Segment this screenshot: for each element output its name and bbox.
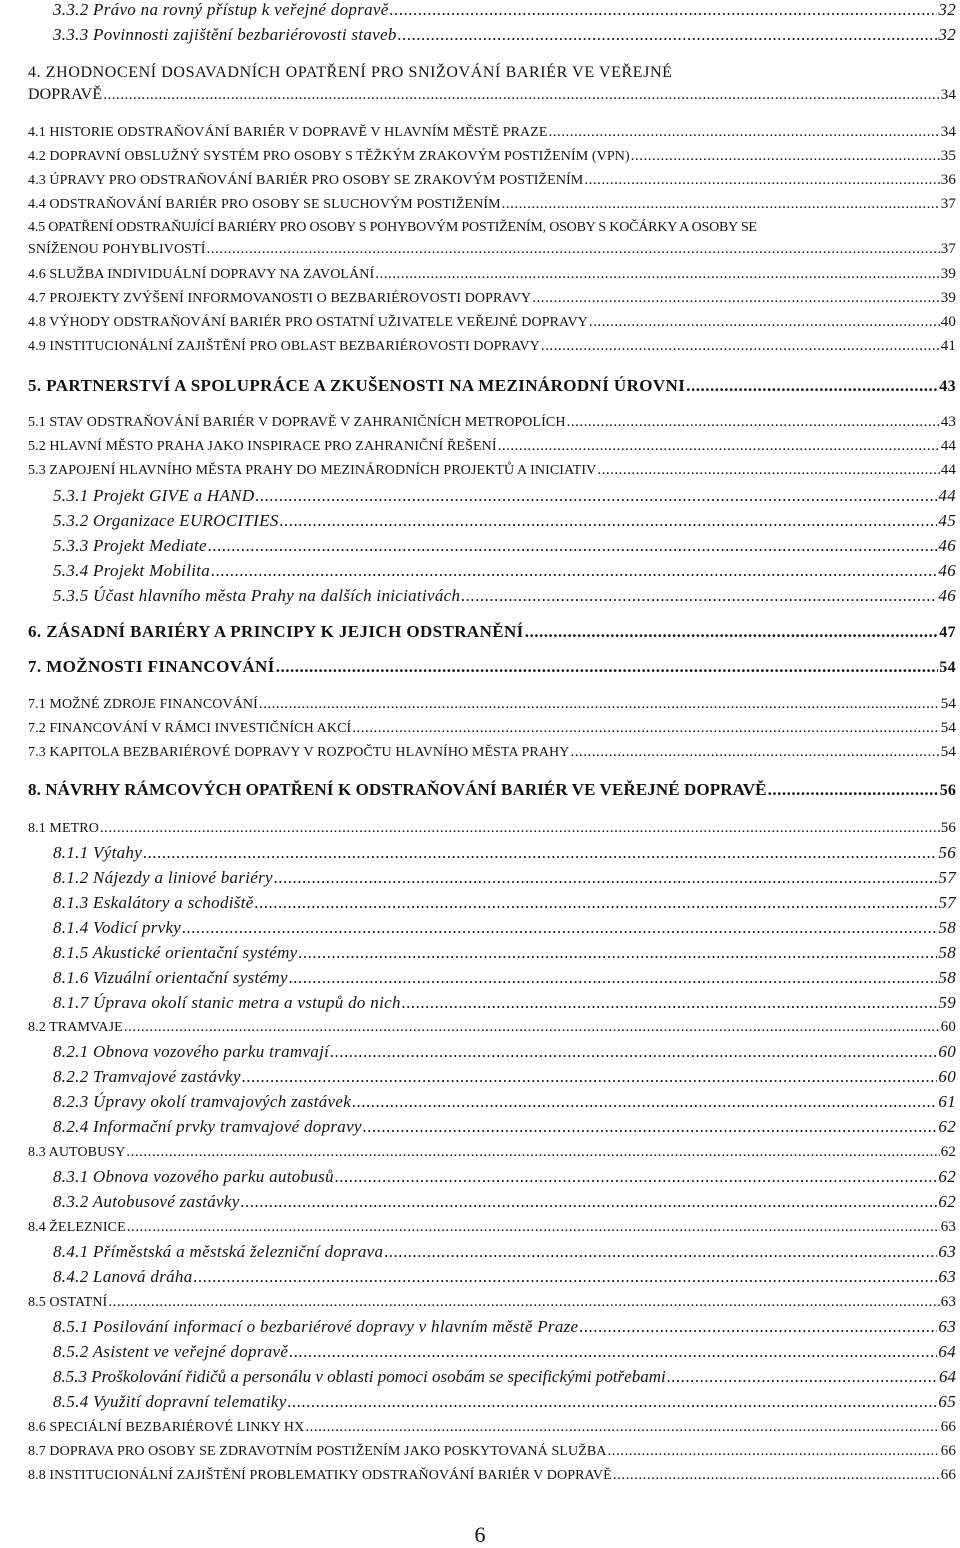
- toc-entry-page: 41: [940, 338, 956, 354]
- toc-entry-title-line1: 4. ZHODNOCENÍ DOSAVADNÍCH OPATŘENÍ PRO SNIŽOVÁNÍ BARIÉR VE VEŘEJNÉ: [28, 64, 673, 81]
- toc-entry-page: 62: [938, 1167, 956, 1186]
- toc-entry-page: 64: [939, 1367, 956, 1386]
- dot-leader: [288, 1392, 938, 1412]
- toc-entry[interactable]: [53, 1067, 956, 1087]
- toc-entry-page: 32: [938, 25, 956, 44]
- toc-entry[interactable]: [28, 124, 956, 141]
- toc-entry-page: 61: [938, 1092, 956, 1111]
- dot-leader: [208, 536, 937, 556]
- dot-leader: [667, 1367, 938, 1387]
- toc-entry-title: 8.4.2 Lanová dráha: [53, 1267, 193, 1286]
- dot-leader: [549, 124, 940, 141]
- dot-leader: [398, 25, 938, 45]
- toc-entry-title: 8.1.4 Vodicí prvky: [53, 918, 182, 937]
- toc-entry-page: 58: [938, 918, 956, 937]
- toc-entry-page: 35: [940, 148, 956, 164]
- toc-entry-page: 44: [938, 486, 956, 505]
- dot-leader: [541, 338, 940, 355]
- dot-leader: [352, 720, 940, 737]
- dot-leader: [289, 1342, 937, 1362]
- dot-leader: [686, 376, 938, 396]
- dot-leader: [194, 1267, 938, 1287]
- dot-leader: [305, 1419, 939, 1436]
- dot-leader: [206, 241, 939, 258]
- toc-entry-title: 7.3 KAPITOLA BEZBARIÉROVÉ DOPRAVY V ROZPOČTU HLAVNÍHO MĚSTA PRAHY: [28, 745, 570, 760]
- toc-entry[interactable]: [53, 868, 956, 888]
- toc-entry[interactable]: [53, 1092, 956, 1112]
- dot-leader: [108, 1294, 939, 1311]
- toc-entry-page: 54: [940, 744, 956, 760]
- toc-entry-title: 4.9 INSTITUCIONÁLNÍ ZAJIŠTĚNÍ PRO OBLAST BEZBARIÉROVOSTI DOPRAVY: [28, 339, 540, 354]
- toc-entry-title: 5.1 STAV ODSTRAŇOVÁNÍ BARIÉR V DOPRAVĚ V ZAHRANIČNÍCH METROPOLÍCH: [28, 415, 566, 430]
- toc-entry-page: 58: [938, 943, 956, 962]
- dot-leader: [579, 1317, 937, 1337]
- toc-entry[interactable]: [28, 696, 956, 713]
- toc-entry[interactable]: [53, 0, 956, 20]
- dot-leader: [597, 462, 939, 479]
- toc-entry-page: 63: [940, 1294, 956, 1310]
- toc-entry-title: 7.2 FINANCOVÁNÍ V RÁMCI INVESTIČNÍCH AKCÍ: [28, 721, 352, 736]
- toc-entry-page: 63: [938, 1242, 956, 1261]
- toc-entry-page: 34: [940, 124, 956, 140]
- toc-entry[interactable]: [53, 486, 956, 506]
- toc-entry-page: 36: [940, 172, 956, 188]
- toc-entry-title: 8.8 INSTITUCIONÁLNÍ ZAJIŠTĚNÍ PROBLEMATIKY ODSTRAŇOVÁNÍ BARIÉR V DOPRAVĚ: [28, 1468, 612, 1483]
- toc-entry-title: 8.5.1 Posilování informací o bezbariérové dopravy v hlavním městě Praze: [53, 1317, 579, 1336]
- toc-entry[interactable]: [28, 820, 956, 837]
- toc-entry-title: 8.2.3 Úpravy okolí tramvajových zastávek: [53, 1092, 352, 1111]
- toc-entry[interactable]: [28, 148, 956, 165]
- toc-entry[interactable]: [28, 86, 956, 104]
- dot-leader: [335, 1167, 938, 1187]
- toc-entry-page: 58: [938, 968, 956, 987]
- toc-entry-page: 43: [940, 414, 956, 430]
- dot-leader: [211, 561, 937, 581]
- toc-entry-page: 62: [938, 1192, 956, 1211]
- dot-leader: [241, 1192, 938, 1212]
- toc-entry-title: 7. MOŽNOSTI FINANCOVÁNÍ: [28, 657, 275, 676]
- toc-entry[interactable]: [28, 172, 956, 189]
- toc-entry-page: 54: [940, 720, 956, 736]
- toc-chapter[interactable]: [28, 376, 956, 396]
- toc-entry-title: 4.8 VÝHODY ODSTRAŇOVÁNÍ BARIÉR PRO OSTATNÍ UŽIVATELE VEŘEJNÉ DOPRAVY: [28, 315, 588, 330]
- toc-entry-title: 8.2.4 Informační prvky tramvajové dopravy: [53, 1117, 362, 1136]
- toc-entry[interactable]: [53, 943, 956, 963]
- toc-entry-page: 66: [940, 1443, 956, 1459]
- toc-entry[interactable]: [28, 1294, 956, 1311]
- toc-entry-page: 44: [940, 462, 956, 478]
- toc-entry-page: 56: [940, 820, 956, 836]
- toc-entry-page: 32: [938, 0, 956, 19]
- toc-entry-title: 5.2 HLAVNÍ MĚSTO PRAHA JAKO INSPIRACE PRO ZAHRANIČNÍ ŘEŠENÍ: [28, 439, 497, 454]
- toc-entry-page: 64: [938, 1342, 956, 1361]
- dot-leader: [259, 696, 940, 713]
- toc-entry-page: 57: [938, 893, 956, 912]
- toc-entry-title: 8.6 SPECIÁLNÍ BEZBARIÉROVÉ LINKY HX: [28, 1420, 305, 1435]
- toc-entry-title: 5.3.1 Projekt GIVE a HAND: [53, 486, 255, 505]
- toc-chapter[interactable]: [28, 622, 956, 642]
- toc-entry-title: 5.3.3 Projekt Mediate: [53, 536, 207, 555]
- toc-entry-page: 66: [940, 1419, 956, 1435]
- toc-entry-title: 8.5.4 Využití dopravní telematiky: [53, 1392, 287, 1411]
- toc-entry-title: 4.3 ÚPRAVY PRO ODSTRAŇOVÁNÍ BARIÉR PRO OSOBY SE ZRAKOVÝM POSTIŽENÍM: [28, 173, 584, 188]
- dot-leader: [280, 511, 938, 531]
- toc-entry-page: 37: [940, 196, 956, 212]
- toc-entry[interactable]: [28, 290, 956, 307]
- toc-entry[interactable]: [53, 1367, 956, 1387]
- toc-entry[interactable]: [53, 511, 956, 531]
- page-number: 6: [474, 1522, 486, 1547]
- toc-entry-page: 60: [940, 1019, 956, 1035]
- toc-entry[interactable]: [28, 1144, 956, 1161]
- dot-leader: [127, 1219, 940, 1236]
- toc-entry-title: 5.3.2 Organizace EUROCITIES: [53, 511, 279, 530]
- toc-entry-page: 43: [939, 378, 956, 395]
- toc-entry[interactable]: [53, 1167, 956, 1187]
- toc-entry-title: 8.1.1 Výtahy: [53, 843, 143, 862]
- toc-entry-title: 8.2 TRAMVAJE: [28, 1020, 123, 1035]
- toc-entry-title: 4.1 HISTORIE ODSTRAŇOVÁNÍ BARIÉR V DOPRAVĚ V HLAVNÍM MĚSTĚ PRAZE: [28, 125, 548, 140]
- toc-entry-page: 60: [938, 1042, 956, 1061]
- toc-entry-title: 8.4 ŽELEZNICE: [28, 1220, 126, 1235]
- toc-entry[interactable]: [28, 414, 956, 431]
- toc-entry-page: 59: [938, 993, 956, 1012]
- toc-entry-page: 56: [939, 782, 956, 799]
- toc-entry-page: 46: [938, 586, 956, 605]
- toc-entry-title: 8.2.1 Obnova vozového parku tramvají: [53, 1042, 330, 1061]
- toc-entry-title: 8.3.2 Autobusové zastávky: [53, 1192, 240, 1211]
- dot-leader: [352, 1092, 937, 1112]
- toc-entry-title: 8.1.3 Eskalátory a schodiště: [53, 893, 254, 912]
- toc-entry[interactable]: [28, 744, 956, 761]
- toc-entry-title: 8.1.7 Úprava okolí stanic metra a vstupů do nich: [53, 993, 401, 1012]
- toc-entry-title: 8.1.5 Akustické orientační systémy: [53, 943, 298, 962]
- toc-entry[interactable]: [28, 1443, 956, 1460]
- toc-entry-page: 37: [940, 241, 956, 257]
- toc-entry-title: 8.2.2 Tramvajové zastávky: [53, 1067, 241, 1086]
- toc-entry-title: 5. PARTNERSTVÍ A SPOLUPRÁCE A ZKUŠENOSTI NA MEZINÁRODNÍ ÚROVNI: [28, 376, 686, 395]
- toc-entry[interactable]: [53, 1342, 956, 1362]
- toc-entry-title: 8.1 METRO: [28, 821, 99, 836]
- dot-leader: [584, 172, 939, 189]
- toc-entry-title: 3.3.2 Právo na rovný přístup k veřejné dopravě: [53, 0, 389, 19]
- dot-leader: [124, 1019, 940, 1036]
- dot-leader: [182, 918, 937, 938]
- toc-entry[interactable]: [53, 586, 956, 606]
- toc-entry-title: 8.3 AUTOBUSY: [28, 1145, 126, 1160]
- toc-entry-title-line1: 4.5 OPATŘENÍ ODSTRAŇUJÍCÍ BARIÉRY PRO OSOBY S POHYBOVÝM POSTIŽENÍM, OSOBY S KOČÁRKY A OSOBY SE: [28, 220, 757, 235]
- toc-entry[interactable]: [53, 843, 956, 863]
- toc-entry-page: 39: [940, 266, 956, 282]
- dot-leader: [631, 148, 940, 165]
- toc-entry-title: 8.5 OSTATNÍ: [28, 1295, 108, 1310]
- toc-entry-title: 4.4 ODSTRAŇOVÁNÍ BARIÉR PRO OSOBY SE SLUCHOVÝM POSTIŽENÍM: [28, 197, 501, 212]
- toc-entry[interactable]: [28, 1019, 956, 1036]
- toc-entry-page: 62: [938, 1117, 956, 1136]
- dot-leader: [768, 780, 939, 800]
- toc-entry[interactable]: [28, 1467, 956, 1484]
- toc-entry[interactable]: [53, 1042, 956, 1062]
- toc-entry[interactable]: [28, 314, 956, 331]
- toc-entry[interactable]: [28, 241, 956, 258]
- dot-leader: [502, 196, 940, 213]
- toc-entry-page: 63: [940, 1219, 956, 1235]
- toc-entry-title: 6. ZÁSADNÍ BARIÉRY A PRINCIPY K JEJICH ODSTRANĚNÍ: [28, 622, 524, 641]
- toc-chapter[interactable]: [28, 657, 956, 677]
- dot-leader: [384, 1242, 937, 1262]
- toc-entry[interactable]: [53, 536, 956, 556]
- toc-entry-page: 63: [938, 1267, 956, 1286]
- dot-leader: [613, 1467, 940, 1484]
- dot-leader: [103, 87, 940, 104]
- toc-entry-title: 8.3.1 Obnova vozového parku autobusů: [53, 1167, 334, 1186]
- toc-entry-title: 5.3 ZAPOJENÍ HLAVNÍHO MĚSTA PRAHY DO MEZINÁRODNÍCH PROJEKTŮ A INICIATIV: [28, 463, 597, 478]
- toc-entry[interactable]: [28, 338, 956, 355]
- dot-leader: [242, 1067, 938, 1087]
- toc-entry-title: 8.1.6 Vizuální orientační systémy: [53, 968, 288, 987]
- dot-leader: [525, 622, 938, 642]
- toc-entry-title: 8.1.2 Nájezdy a liniové bariéry: [53, 868, 273, 887]
- toc-entry-title: SNÍŽENOU POHYBLIVOSTÍ: [28, 242, 206, 257]
- dot-leader: [330, 1042, 937, 1062]
- toc-entry-title: 8.7 DOPRAVA PRO OSOBY SE ZDRAVOTNÍM POSTIŽENÍM JAKO POSKYTOVANÁ SLUŽBA: [28, 1444, 607, 1459]
- toc-entry-page: 66: [940, 1467, 956, 1483]
- toc-entry-title: 5.3.5 Účast hlavního města Prahy na dalších iniciativách: [53, 586, 461, 605]
- toc-entry[interactable]: [28, 1419, 956, 1436]
- toc-entry[interactable]: [53, 561, 956, 581]
- toc-entry-title: 4.6 SLUŽBA INDIVIDUÁLNÍ DOPRAVY NA ZAVOLÁNÍ: [28, 267, 375, 282]
- toc-entry[interactable]: [28, 1219, 956, 1236]
- toc-entry-page: 62: [940, 1144, 956, 1160]
- toc-entry-page: 46: [938, 561, 956, 580]
- toc-entry[interactable]: [53, 1117, 956, 1137]
- toc-entry[interactable]: [53, 993, 956, 1013]
- toc-entry-page: 54: [939, 659, 956, 676]
- dot-leader: [532, 290, 940, 307]
- toc-entry-page: 54: [940, 696, 956, 712]
- toc-entry-title: 5.3.4 Projekt Mobilita: [53, 561, 211, 580]
- toc-entry[interactable]: [53, 1392, 956, 1412]
- dot-leader: [100, 820, 940, 837]
- toc-entry[interactable]: [28, 462, 956, 479]
- dot-leader: [143, 843, 937, 863]
- toc-entry-title: 8.5.2 Asistent ve veřejné dopravě: [53, 1342, 289, 1361]
- dot-leader: [363, 1117, 938, 1137]
- toc-entry-title: 8. NÁVRHY RÁMCOVÝCH OPATŘENÍ K ODSTRAŇOVÁNÍ BARIÉR VE VEŘEJNÉ DOPRAVĚ: [28, 780, 767, 799]
- toc-entry[interactable]: [28, 720, 956, 737]
- dot-leader: [608, 1443, 940, 1460]
- toc-entry[interactable]: [28, 196, 956, 213]
- dot-leader: [589, 314, 940, 331]
- toc-entry-title: 3.3.3 Povinnosti zajištění bezbariérovosti staveb: [53, 25, 397, 44]
- toc-entry[interactable]: [53, 1192, 956, 1212]
- dot-leader: [567, 414, 940, 431]
- toc-entry-page: 46: [938, 536, 956, 555]
- dot-leader: [375, 266, 940, 283]
- toc-entry-page: 60: [938, 1067, 956, 1086]
- dot-leader: [461, 586, 937, 606]
- toc-entry-title: 7.1 MOŽNÉ ZDROJE FINANCOVÁNÍ: [28, 697, 258, 712]
- toc-entry-title: 8.4.1 Příměstská a městská železniční doprava: [53, 1242, 384, 1261]
- toc-entry-page: 65: [938, 1392, 956, 1411]
- dot-leader: [402, 993, 938, 1013]
- toc-entry[interactable]: [28, 438, 956, 455]
- toc-entry[interactable]: [28, 266, 956, 283]
- dot-leader: [299, 943, 938, 963]
- toc-entry-page: 40: [940, 314, 956, 330]
- toc-entry[interactable]: [53, 1242, 956, 1262]
- dot-leader: [255, 893, 938, 913]
- toc-entry-page: 47: [939, 624, 956, 641]
- toc-chapter[interactable]: [28, 780, 956, 800]
- dot-leader: [255, 486, 937, 506]
- toc-entry-page: 44: [940, 438, 956, 454]
- toc-entry-title: 4.7 PROJEKTY ZVÝŠENÍ INFORMOVANOSTI O BEZBARIÉROVOSTI DOPRAVY: [28, 291, 532, 306]
- toc-entry-page: 57: [938, 868, 956, 887]
- toc-entry-title: 8.5.3 Proškolování řidičů a personálu v oblasti pomoci osobám se specifickými potřebami: [53, 1367, 666, 1386]
- toc-entry[interactable]: [53, 918, 956, 938]
- toc-entry[interactable]: [53, 1267, 956, 1287]
- toc-entry-title: DOPRAVĚ: [28, 86, 103, 103]
- toc-entry-page: 56: [938, 843, 956, 862]
- toc-entry-title: 4.2 DOPRAVNÍ OBSLUŽNÝ SYSTÉM PRO OSOBY S TĚŽKÝM ZRAKOVÝM POSTIŽENÍM (VPN): [28, 149, 630, 164]
- toc-entry-page: 45: [938, 511, 956, 530]
- dot-leader: [289, 968, 938, 988]
- toc-entry[interactable]: [53, 968, 956, 988]
- toc-entry-page: 39: [940, 290, 956, 306]
- dot-leader: [126, 1144, 939, 1161]
- dot-leader: [276, 657, 938, 677]
- dot-leader: [274, 868, 938, 888]
- dot-leader: [498, 438, 940, 455]
- dot-leader: [570, 744, 939, 761]
- dot-leader: [390, 0, 938, 20]
- toc-entry[interactable]: [53, 1317, 956, 1337]
- toc-entry-page: 34: [940, 87, 956, 103]
- toc-entry[interactable]: [53, 25, 956, 45]
- toc-entry[interactable]: [53, 893, 956, 913]
- toc-entry-page: 63: [938, 1317, 956, 1336]
